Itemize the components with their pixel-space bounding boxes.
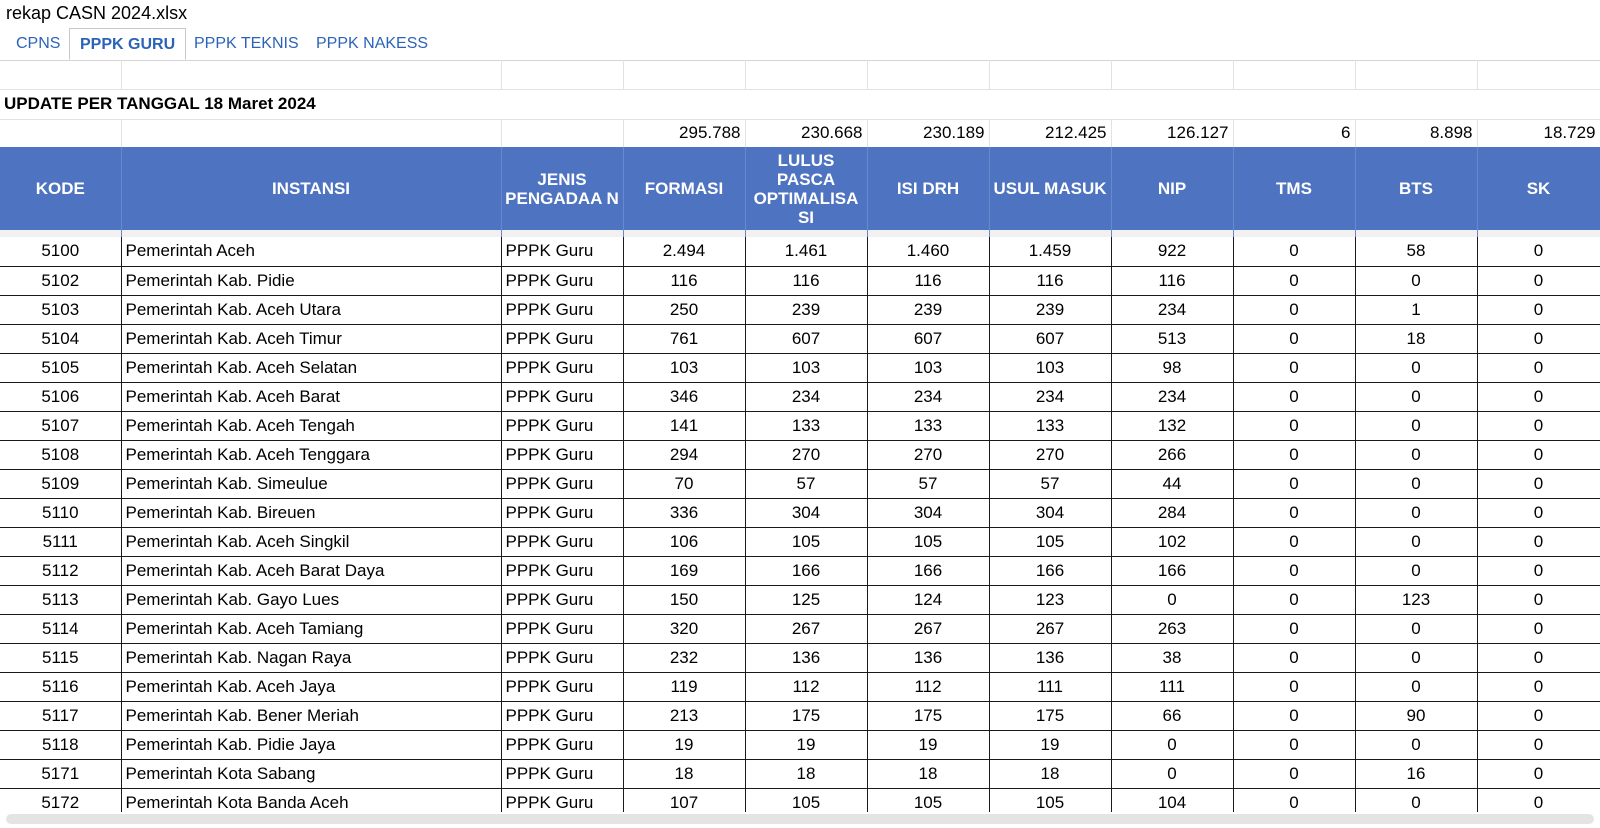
cell-tms[interactable]: 0 [1233, 672, 1355, 701]
update-label[interactable]: UPDATE PER TANGGAL 18 Maret 2024 [0, 89, 623, 119]
cell-kode[interactable]: 5118 [0, 730, 121, 759]
cell-formasi[interactable]: 70 [623, 469, 745, 498]
cell-usul-masuk[interactable]: 175 [989, 701, 1111, 730]
cell-jenis[interactable]: PPPK Guru [501, 788, 623, 812]
cell-bts[interactable]: 123 [1355, 585, 1477, 614]
table-row [0, 672, 1600, 701]
cell-bts[interactable]: 0 [1355, 353, 1477, 382]
cell-jenis[interactable]: PPPK Guru [501, 266, 623, 295]
cell-nip[interactable]: 266 [1111, 440, 1233, 469]
cell-lulus[interactable]: 116 [745, 266, 867, 295]
header-bts[interactable]: BTS [1355, 147, 1477, 230]
cell-kode[interactable]: 5110 [0, 498, 121, 527]
cell-instansi[interactable]: Pemerintah Kab. Bener Meriah [121, 701, 501, 730]
cell-sk[interactable]: 0 [1477, 759, 1600, 788]
header-sk[interactable]: SK [1477, 147, 1600, 230]
cell-sk[interactable]: 0 [1477, 498, 1600, 527]
header-jenis-pengadaan[interactable]: JENIS PENGADAA N [501, 147, 623, 230]
tab-pppk-guru[interactable]: PPPK GURU [69, 28, 186, 60]
cell-tms[interactable]: 0 [1233, 324, 1355, 353]
cell-nip[interactable]: 0 [1111, 759, 1233, 788]
cell-nip[interactable]: 166 [1111, 556, 1233, 585]
cell-formasi[interactable]: 320 [623, 614, 745, 643]
cell-isi-drh[interactable]: 239 [867, 295, 989, 324]
cell-sk[interactable]: 0 [1477, 295, 1600, 324]
cell-kode[interactable]: 5103 [0, 295, 121, 324]
cell-lulus[interactable]: 234 [745, 382, 867, 411]
total-tms[interactable]: 6 [1233, 119, 1355, 147]
cell-formasi[interactable]: 2.494 [623, 237, 745, 266]
cell-sk[interactable]: 0 [1477, 324, 1600, 353]
cell-instansi[interactable]: Pemerintah Kab. Simeulue [121, 469, 501, 498]
cell-formasi[interactable]: 119 [623, 672, 745, 701]
table-row [0, 759, 1600, 788]
cell-lulus[interactable]: 175 [745, 701, 867, 730]
cell-kode[interactable]: 5113 [0, 585, 121, 614]
cell-instansi[interactable]: Pemerintah Kab. Aceh Timur [121, 324, 501, 353]
cell-jenis[interactable]: PPPK Guru [501, 759, 623, 788]
cell-lulus[interactable]: 239 [745, 295, 867, 324]
header-kode[interactable]: KODE [0, 147, 121, 230]
cell-jenis[interactable]: PPPK Guru [501, 556, 623, 585]
cell-kode[interactable]: 5109 [0, 469, 121, 498]
cell-isi-drh[interactable]: 133 [867, 411, 989, 440]
total-sk[interactable]: 18.729 [1477, 119, 1600, 147]
cell-isi-drh[interactable]: 1.460 [867, 237, 989, 266]
total-lulus[interactable]: 230.668 [745, 119, 867, 147]
cell-tms[interactable]: 0 [1233, 237, 1355, 266]
cell-usul-masuk[interactable]: 234 [989, 382, 1111, 411]
cell-lulus[interactable]: 1.461 [745, 237, 867, 266]
cell-nip[interactable]: 102 [1111, 527, 1233, 556]
total-formasi[interactable]: 295.788 [623, 119, 745, 147]
cell-usul-masuk[interactable]: 133 [989, 411, 1111, 440]
cell-formasi[interactable]: 761 [623, 324, 745, 353]
cell-tms[interactable]: 0 [1233, 556, 1355, 585]
cell-instansi[interactable]: Pemerintah Kab. Aceh Tamiang [121, 614, 501, 643]
cell-nip[interactable]: 263 [1111, 614, 1233, 643]
cell-isi-drh[interactable]: 607 [867, 324, 989, 353]
cell-isi-drh[interactable]: 105 [867, 527, 989, 556]
cell-bts[interactable]: 16 [1355, 759, 1477, 788]
cell-nip[interactable]: 104 [1111, 788, 1233, 812]
cell-tms[interactable]: 0 [1233, 701, 1355, 730]
cell-usul-masuk[interactable]: 105 [989, 788, 1111, 812]
cell-kode[interactable]: 5105 [0, 353, 121, 382]
tab-cpns[interactable]: CPNS [16, 35, 61, 52]
cell-sk[interactable]: 0 [1477, 411, 1600, 440]
cell-usul-masuk[interactable]: 57 [989, 469, 1111, 498]
table-row [0, 788, 1600, 812]
tab-pppk-nakess[interactable]: PPPK NAKESS [316, 35, 429, 52]
cell-instansi[interactable]: Pemerintah Aceh [121, 237, 501, 266]
header-tms[interactable]: TMS [1233, 147, 1355, 230]
cell-tms[interactable]: 0 [1233, 266, 1355, 295]
cell-instansi[interactable]: Pemerintah Kab. Aceh Singkil [121, 527, 501, 556]
cell-formasi[interactable]: 232 [623, 643, 745, 672]
cell-lulus[interactable]: 18 [745, 759, 867, 788]
table-row [0, 382, 1600, 411]
cell-tms[interactable]: 0 [1233, 295, 1355, 324]
total-bts[interactable]: 8.898 [1355, 119, 1477, 147]
cell-formasi[interactable]: 346 [623, 382, 745, 411]
cell-instansi[interactable]: Pemerintah Kab. Gayo Lues [121, 585, 501, 614]
cell-nip[interactable]: 0 [1111, 730, 1233, 759]
cell-instansi[interactable]: Pemerintah Kota Banda Aceh [121, 788, 501, 812]
cell-nip[interactable]: 513 [1111, 324, 1233, 353]
cell-sk[interactable]: 0 [1477, 440, 1600, 469]
header-isi-drh[interactable]: ISI DRH [867, 147, 989, 230]
cell-lulus[interactable]: 270 [745, 440, 867, 469]
cell-usul-masuk[interactable]: 166 [989, 556, 1111, 585]
cell-formasi[interactable]: 250 [623, 295, 745, 324]
cell-tms[interactable]: 0 [1233, 469, 1355, 498]
cell-tms[interactable]: 0 [1233, 411, 1355, 440]
table-row [0, 585, 1600, 614]
cell-usul-masuk[interactable]: 270 [989, 440, 1111, 469]
cell-jenis[interactable]: PPPK Guru [501, 411, 623, 440]
cell-formasi[interactable]: 169 [623, 556, 745, 585]
cell-isi-drh[interactable]: 267 [867, 614, 989, 643]
cell-isi-drh[interactable]: 270 [867, 440, 989, 469]
cell-jenis[interactable]: PPPK Guru [501, 295, 623, 324]
cell-usul-masuk[interactable]: 18 [989, 759, 1111, 788]
cell-formasi[interactable]: 141 [623, 411, 745, 440]
table-row [0, 614, 1600, 643]
total-nip[interactable]: 126.127 [1111, 119, 1233, 147]
cell-usul-masuk[interactable]: 304 [989, 498, 1111, 527]
cell-lulus[interactable]: 133 [745, 411, 867, 440]
cell-formasi[interactable]: 106 [623, 527, 745, 556]
cell-isi-drh[interactable]: 19 [867, 730, 989, 759]
file-title: rekap CASN 2024.xlsx [6, 3, 188, 23]
cell-isi-drh[interactable]: 175 [867, 701, 989, 730]
cell-formasi[interactable]: 294 [623, 440, 745, 469]
cell-lulus[interactable]: 105 [745, 788, 867, 812]
cell-isi-drh[interactable]: 124 [867, 585, 989, 614]
cell-kode[interactable]: 5107 [0, 411, 121, 440]
total-isi-drh[interactable]: 230.189 [867, 119, 989, 147]
blank-row [0, 60, 1600, 89]
cell-tms[interactable]: 0 [1233, 730, 1355, 759]
cell-usul-masuk[interactable]: 267 [989, 614, 1111, 643]
header-usul-masuk[interactable]: USUL MASUK [989, 147, 1111, 230]
cell-formasi[interactable]: 103 [623, 353, 745, 382]
cell-bts[interactable]: 0 [1355, 382, 1477, 411]
table-row [0, 469, 1600, 498]
cell-bts[interactable]: 0 [1355, 788, 1477, 812]
cell-formasi[interactable]: 18 [623, 759, 745, 788]
cell-bts[interactable]: 0 [1355, 643, 1477, 672]
table-row [0, 411, 1600, 440]
cell-jenis[interactable]: PPPK Guru [501, 469, 623, 498]
header-formasi[interactable]: FORMASI [623, 147, 745, 230]
cell-nip[interactable]: 234 [1111, 295, 1233, 324]
header-row [0, 147, 1600, 230]
cell-tms[interactable]: 0 [1233, 382, 1355, 411]
cell-sk[interactable]: 0 [1477, 701, 1600, 730]
cell-sk[interactable]: 0 [1477, 382, 1600, 411]
cell-sk[interactable]: 0 [1477, 353, 1600, 382]
cell-jenis[interactable]: PPPK Guru [501, 324, 623, 353]
cell-lulus[interactable]: 57 [745, 469, 867, 498]
cell-usul-masuk[interactable]: 19 [989, 730, 1111, 759]
cell-instansi[interactable]: Pemerintah Kab. Nagan Raya [121, 643, 501, 672]
cell-nip[interactable]: 922 [1111, 237, 1233, 266]
cell-nip[interactable]: 284 [1111, 498, 1233, 527]
header-instansi[interactable]: INSTANSI [121, 147, 501, 230]
table-row [0, 353, 1600, 382]
cell-instansi[interactable]: Pemerintah Kab. Aceh Selatan [121, 353, 501, 382]
table-row [0, 266, 1600, 295]
cell-kode[interactable]: 5108 [0, 440, 121, 469]
cell-usul-masuk[interactable]: 111 [989, 672, 1111, 701]
cell-lulus[interactable]: 304 [745, 498, 867, 527]
cell-bts[interactable]: 0 [1355, 614, 1477, 643]
cell-kode[interactable]: 5102 [0, 266, 121, 295]
cell-bts[interactable]: 58 [1355, 237, 1477, 266]
cell-nip[interactable]: 66 [1111, 701, 1233, 730]
header-gap-row [0, 230, 1600, 237]
sheet-tabs [0, 28, 1600, 61]
cell-sk[interactable]: 0 [1477, 266, 1600, 295]
cell-tms[interactable]: 0 [1233, 498, 1355, 527]
cell-kode[interactable]: 5117 [0, 701, 121, 730]
cell-lulus[interactable]: 267 [745, 614, 867, 643]
spreadsheet-grid[interactable] [0, 60, 1600, 812]
cell-usul-masuk[interactable]: 1.459 [989, 237, 1111, 266]
table-row [0, 237, 1600, 266]
cell-lulus[interactable]: 103 [745, 353, 867, 382]
cell-instansi[interactable]: Pemerintah Kab. Pidie [121, 266, 501, 295]
cell-usul-masuk[interactable]: 105 [989, 527, 1111, 556]
table-row [0, 440, 1600, 469]
cell-bts[interactable]: 0 [1355, 440, 1477, 469]
cell-lulus[interactable]: 136 [745, 643, 867, 672]
cell-bts[interactable]: 90 [1355, 701, 1477, 730]
cell-bts[interactable]: 0 [1355, 556, 1477, 585]
cell-sk[interactable]: 0 [1477, 730, 1600, 759]
cell-usul-masuk[interactable]: 136 [989, 643, 1111, 672]
cell-tms[interactable]: 0 [1233, 759, 1355, 788]
cell-sk[interactable]: 0 [1477, 237, 1600, 266]
cell-sk[interactable]: 0 [1477, 788, 1600, 812]
cell-nip[interactable]: 38 [1111, 643, 1233, 672]
cell-lulus[interactable]: 105 [745, 527, 867, 556]
cell-usul-masuk[interactable]: 116 [989, 266, 1111, 295]
table-row [0, 701, 1600, 730]
cell-lulus[interactable]: 607 [745, 324, 867, 353]
cell-instansi[interactable]: Pemerintah Kab. Aceh Tengah [121, 411, 501, 440]
cell-kode[interactable]: 5112 [0, 556, 121, 585]
cell-sk[interactable]: 0 [1477, 585, 1600, 614]
cell-bts[interactable]: 0 [1355, 266, 1477, 295]
cell-kode[interactable]: 5106 [0, 382, 121, 411]
cell-usul-masuk[interactable]: 239 [989, 295, 1111, 324]
cell-sk[interactable]: 0 [1477, 614, 1600, 643]
table-row [0, 295, 1600, 324]
cell-jenis[interactable]: PPPK Guru [501, 353, 623, 382]
cell-sk[interactable]: 0 [1477, 556, 1600, 585]
cell-bts[interactable]: 0 [1355, 498, 1477, 527]
table-row [0, 730, 1600, 759]
cell-bts[interactable]: 0 [1355, 527, 1477, 556]
cell-instansi[interactable]: Pemerintah Kab. Aceh Jaya [121, 672, 501, 701]
header-lulus-pasca-optimalisasi[interactable]: LULUS PASCA OPTIMALISA SI [745, 147, 867, 230]
cell-sk[interactable]: 0 [1477, 643, 1600, 672]
cell-kode[interactable]: 5111 [0, 527, 121, 556]
cell-isi-drh[interactable]: 166 [867, 556, 989, 585]
cell-kode[interactable]: 5172 [0, 788, 121, 812]
cell-kode[interactable]: 5114 [0, 614, 121, 643]
update-row [0, 89, 1600, 119]
cell-jenis[interactable]: PPPK Guru [501, 527, 623, 556]
cell-jenis[interactable]: PPPK Guru [501, 585, 623, 614]
cell-tms[interactable]: 0 [1233, 527, 1355, 556]
cell-usul-masuk[interactable]: 123 [989, 585, 1111, 614]
cell-jenis[interactable]: PPPK Guru [501, 440, 623, 469]
cell-kode[interactable]: 5100 [0, 237, 121, 266]
cell-lulus[interactable]: 125 [745, 585, 867, 614]
cell-nip[interactable]: 111 [1111, 672, 1233, 701]
cell-bts[interactable]: 18 [1355, 324, 1477, 353]
cell-jenis[interactable]: PPPK Guru [501, 730, 623, 759]
cell-kode[interactable]: 5115 [0, 643, 121, 672]
table-row [0, 643, 1600, 672]
cell-isi-drh[interactable]: 57 [867, 469, 989, 498]
cell-instansi[interactable]: Pemerintah Kab. Pidie Jaya [121, 730, 501, 759]
cell-tms[interactable]: 0 [1233, 585, 1355, 614]
cell-tms[interactable]: 0 [1233, 788, 1355, 812]
cell-isi-drh[interactable]: 136 [867, 643, 989, 672]
cell-isi-drh[interactable]: 103 [867, 353, 989, 382]
cell-lulus[interactable]: 166 [745, 556, 867, 585]
cell-formasi[interactable]: 116 [623, 266, 745, 295]
cell-kode[interactable]: 5116 [0, 672, 121, 701]
cell-sk[interactable]: 0 [1477, 672, 1600, 701]
cell-bts[interactable]: 0 [1355, 469, 1477, 498]
cell-nip[interactable]: 44 [1111, 469, 1233, 498]
cell-bts[interactable]: 0 [1355, 730, 1477, 759]
cell-bts[interactable]: 0 [1355, 411, 1477, 440]
cell-usul-masuk[interactable]: 607 [989, 324, 1111, 353]
cell-isi-drh[interactable]: 18 [867, 759, 989, 788]
total-usul-masuk[interactable]: 212.425 [989, 119, 1111, 147]
cell-nip[interactable]: 0 [1111, 585, 1233, 614]
cell-instansi[interactable]: Pemerintah Kab. Aceh Barat [121, 382, 501, 411]
cell-sk[interactable]: 0 [1477, 469, 1600, 498]
cell-formasi[interactable]: 19 [623, 730, 745, 759]
data-table [0, 60, 1600, 812]
cell-instansi[interactable]: Pemerintah Kab. Aceh Tenggara [121, 440, 501, 469]
horizontal-scrollbar[interactable] [6, 814, 1594, 824]
cell-bts[interactable]: 0 [1355, 672, 1477, 701]
table-row [0, 527, 1600, 556]
cell-isi-drh[interactable]: 112 [867, 672, 989, 701]
cell-sk[interactable]: 0 [1477, 527, 1600, 556]
cell-isi-drh[interactable]: 304 [867, 498, 989, 527]
cell-usul-masuk[interactable]: 103 [989, 353, 1111, 382]
cell-jenis[interactable]: PPPK Guru [501, 382, 623, 411]
cell-jenis[interactable]: PPPK Guru [501, 701, 623, 730]
cell-jenis[interactable]: PPPK Guru [501, 672, 623, 701]
cell-formasi[interactable]: 150 [623, 585, 745, 614]
cell-instansi[interactable]: Pemerintah Kota Sabang [121, 759, 501, 788]
cell-kode[interactable]: 5104 [0, 324, 121, 353]
cell-instansi[interactable]: Pemerintah Kab. Aceh Utara [121, 295, 501, 324]
cell-jenis[interactable]: PPPK Guru [501, 643, 623, 672]
cell-isi-drh[interactable]: 116 [867, 266, 989, 295]
cell-tms[interactable]: 0 [1233, 643, 1355, 672]
table-row [0, 324, 1600, 353]
cell-kode[interactable]: 5171 [0, 759, 121, 788]
cell-jenis[interactable]: PPPK Guru [501, 614, 623, 643]
tab-pppk-teknis[interactable]: PPPK TEKNIS [194, 35, 299, 52]
cell-formasi[interactable]: 213 [623, 701, 745, 730]
cell-nip[interactable]: 116 [1111, 266, 1233, 295]
cell-lulus[interactable]: 19 [745, 730, 867, 759]
cell-jenis[interactable]: PPPK Guru [501, 498, 623, 527]
cell-formasi[interactable]: 107 [623, 788, 745, 812]
cell-nip[interactable]: 132 [1111, 411, 1233, 440]
cell-jenis[interactable]: PPPK Guru [501, 237, 623, 266]
cell-tms[interactable]: 0 [1233, 614, 1355, 643]
header-nip[interactable]: NIP [1111, 147, 1233, 230]
cell-instansi[interactable]: Pemerintah Kab. Aceh Barat Daya [121, 556, 501, 585]
cell-nip[interactable]: 234 [1111, 382, 1233, 411]
cell-isi-drh[interactable]: 105 [867, 788, 989, 812]
table-row [0, 556, 1600, 585]
totals-row [0, 119, 1600, 147]
cell-lulus[interactable]: 112 [745, 672, 867, 701]
cell-tms[interactable]: 0 [1233, 353, 1355, 382]
cell-tms[interactable]: 0 [1233, 440, 1355, 469]
cell-isi-drh[interactable]: 234 [867, 382, 989, 411]
cell-instansi[interactable]: Pemerintah Kab. Bireuen [121, 498, 501, 527]
table-row [0, 498, 1600, 527]
cell-formasi[interactable]: 336 [623, 498, 745, 527]
cell-nip[interactable]: 98 [1111, 353, 1233, 382]
cell-bts[interactable]: 1 [1355, 295, 1477, 324]
